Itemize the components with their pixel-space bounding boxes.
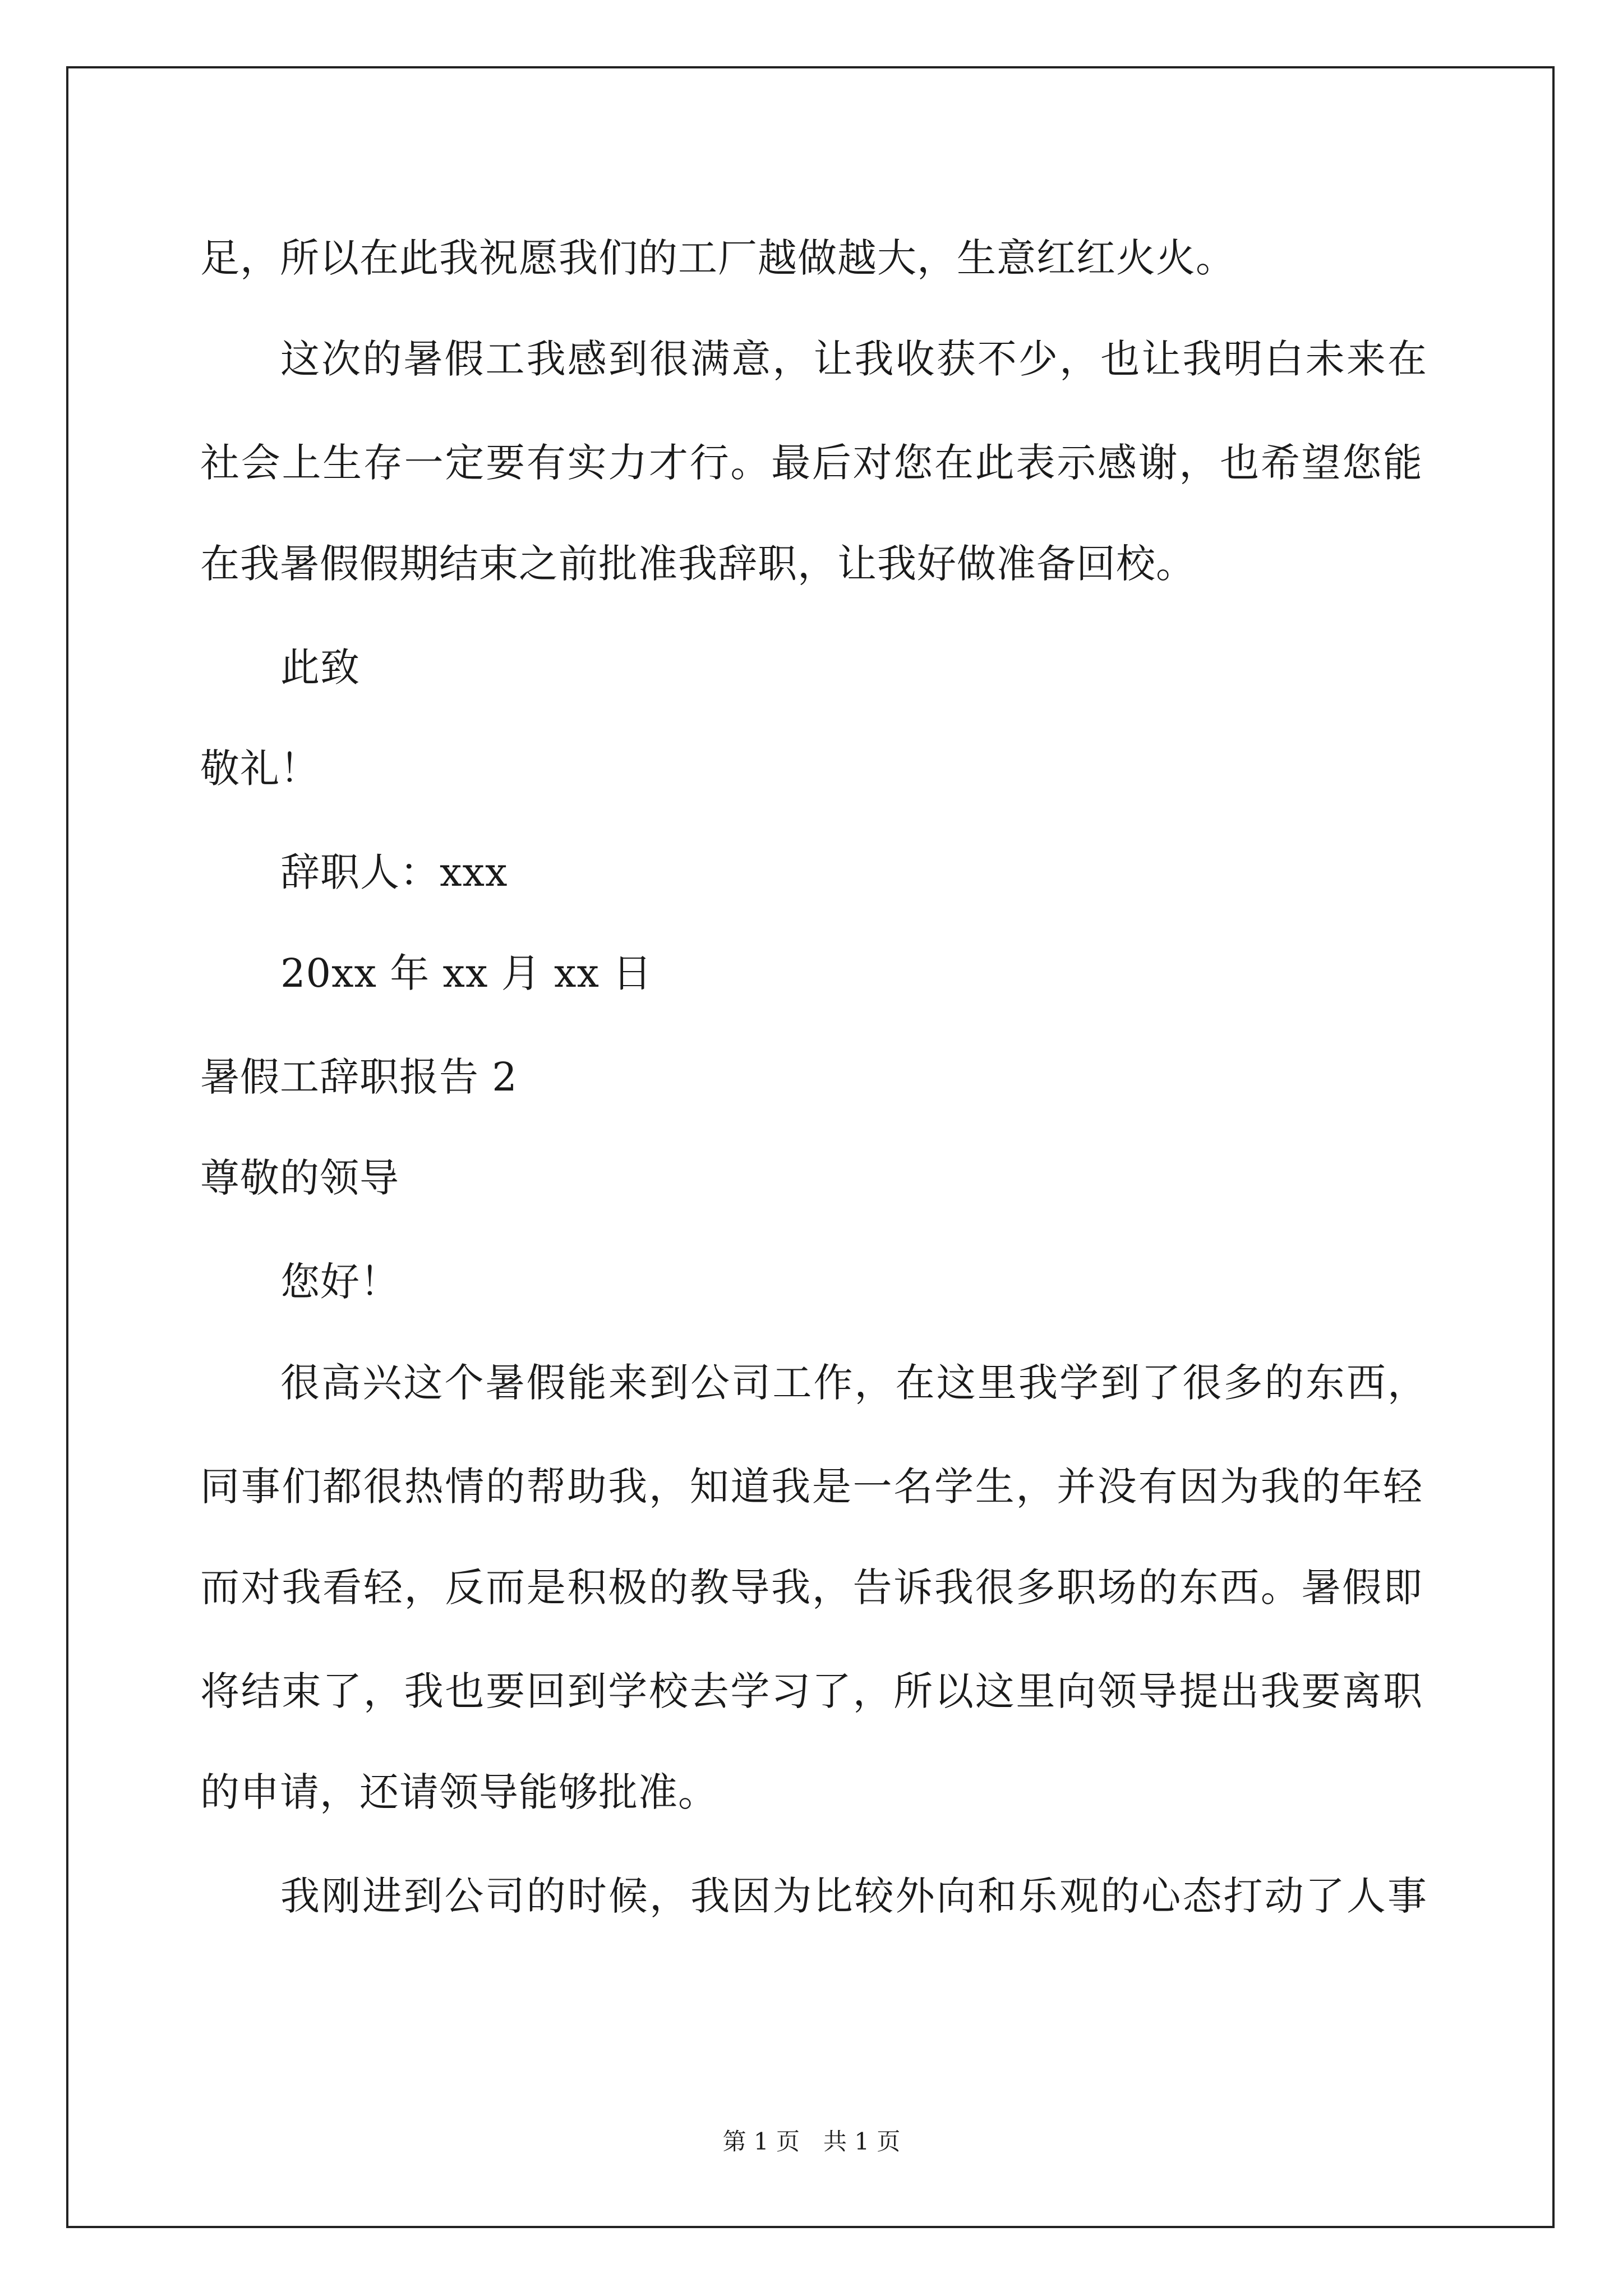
text-line: 将结束了，我也要回到学校去学习了，所以这里向领导提出我要离职 xyxy=(200,1668,1423,1714)
text-line: 这次的暑假工我感到很满意，让我收获不少，也让我明白未来在 xyxy=(280,336,1427,382)
signature-line: 辞职人：xxx xyxy=(280,849,508,895)
page-footer: 第 1 页 共 1 页 xyxy=(722,2128,901,2155)
text-line: 而对我看轻，反而是积极的教导我，告诉我很多职场的东西。暑假即 xyxy=(200,1565,1423,1611)
text-line: 同事们都很热情的帮助我，知道我是一名学生，并没有因为我的年轻 xyxy=(200,1464,1423,1510)
text-line: 的申请，还请领导能够批准。 xyxy=(200,1769,718,1815)
text-line: 社会上生存一定要有实力才行。最后对您在此表示感谢，也希望您能 xyxy=(200,440,1423,486)
text-line: 足，所以在此我祝愿我们的工厂越做越大，生意红红火火。 xyxy=(200,235,1235,281)
text-line: 很高兴这个暑假能来到公司工作，在这里我学到了很多的东西， xyxy=(280,1360,1427,1406)
greeting-line: 尊敬的领导 xyxy=(200,1155,399,1201)
section-title: 暑假工辞职报告 2 xyxy=(200,1054,518,1100)
salutation-line: 敬礼！ xyxy=(200,746,320,792)
closing-line: 此致 xyxy=(280,645,360,691)
greeting-line: 您好！ xyxy=(280,1259,400,1305)
date-line: 20xx 年 xx 月 xx 日 xyxy=(280,950,653,996)
text-line: 我刚进到公司的时候，我因为比较外向和乐观的心态打动了人事 xyxy=(280,1873,1427,1919)
text-line: 在我暑假假期结束之前批准我辞职，让我好做准备回校。 xyxy=(200,541,1196,587)
